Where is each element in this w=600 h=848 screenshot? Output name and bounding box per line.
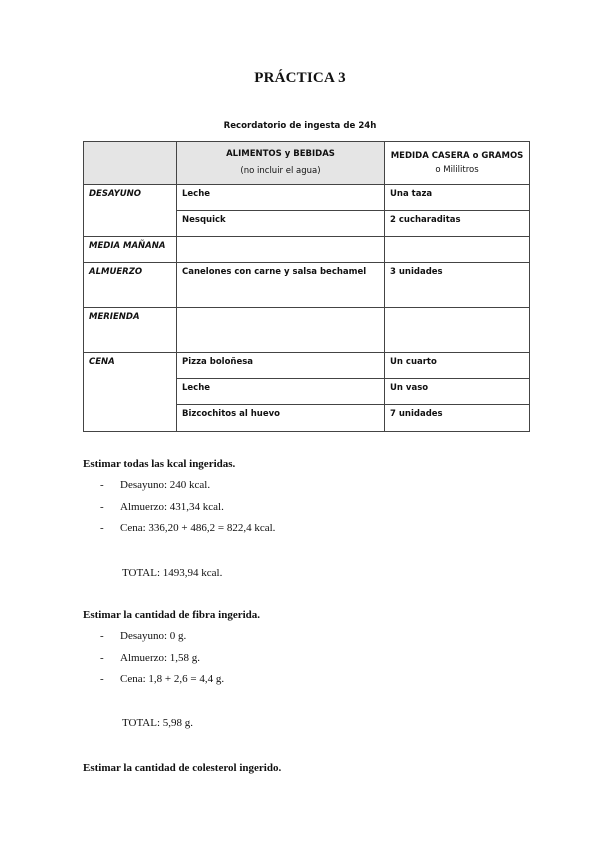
list-item-text: Desayuno: 0 g. bbox=[120, 630, 187, 642]
food-cell: Canelones con carne y salsa bechamel bbox=[177, 263, 385, 308]
list-item-text: Cena: 336,20 + 486,2 = 822,4 kcal. bbox=[120, 522, 276, 534]
meal-desayuno: DESAYUNO bbox=[84, 185, 177, 237]
list-item bbox=[100, 522, 275, 544]
meal-merienda: MERIENDA bbox=[84, 308, 177, 353]
food-cell: Nesquick bbox=[177, 211, 385, 237]
measure-cell: 7 unidades bbox=[385, 405, 530, 432]
list-item-text: Cena: 1,8 + 2,6 = 4,4 g. bbox=[120, 673, 225, 685]
measure-cell: Un vaso bbox=[385, 379, 530, 405]
kcal-list bbox=[100, 479, 275, 544]
food-cell: Leche bbox=[177, 379, 385, 405]
bullet-dash: - bbox=[100, 630, 104, 642]
list-item-text: Desayuno: 240 kcal. bbox=[120, 479, 211, 491]
food-cell-empty bbox=[177, 308, 385, 353]
food-cell: Pizza boloñesa bbox=[177, 353, 385, 379]
measure-cell: Una taza bbox=[385, 185, 530, 211]
list-item bbox=[100, 673, 224, 695]
list-item bbox=[100, 652, 224, 674]
list-item-text: Almuerzo: 431,34 kcal. bbox=[120, 500, 224, 513]
food-cell: Leche bbox=[177, 185, 385, 211]
bullet-dash: - bbox=[100, 500, 104, 513]
list-item bbox=[100, 479, 275, 501]
fiber-heading: Estimar la cantidad de fibra ingerida. bbox=[83, 609, 261, 621]
table-caption: Recordatorio de ingesta de 24h bbox=[223, 121, 377, 131]
measure-cell: Un cuarto bbox=[385, 353, 530, 379]
table-row bbox=[84, 263, 530, 308]
table-row bbox=[84, 185, 530, 211]
kcal-heading: Estimar todas las kcal ingeridas. bbox=[83, 458, 236, 470]
list-item bbox=[100, 501, 275, 523]
bullet-dash: - bbox=[100, 522, 104, 534]
kcal-total: TOTAL: 1493,94 kcal. bbox=[122, 567, 223, 579]
food-cell-empty bbox=[177, 237, 385, 263]
measure-cell: 3 unidades bbox=[385, 263, 530, 308]
list-item-text: Almuerzo: 1,58 g. bbox=[120, 651, 201, 664]
intake-table bbox=[83, 141, 530, 432]
meal-cena: CENA bbox=[84, 353, 177, 432]
header-measure bbox=[385, 142, 530, 185]
bullet-dash: - bbox=[100, 479, 104, 491]
table-row bbox=[84, 308, 530, 353]
table-row bbox=[84, 237, 530, 263]
table-row bbox=[84, 353, 530, 379]
measure-cell-empty bbox=[385, 308, 530, 353]
page-title: PRÁCTICA 3 bbox=[254, 70, 346, 86]
header-corner-cell bbox=[84, 142, 177, 185]
header-food-note: (no incluir el agua) bbox=[240, 166, 321, 176]
fiber-total: TOTAL: 5,98 g. bbox=[122, 717, 194, 729]
table-header-row bbox=[84, 142, 530, 185]
list-item bbox=[100, 630, 224, 652]
header-food bbox=[177, 142, 385, 185]
measure-cell-empty bbox=[385, 237, 530, 263]
measure-cell: 2 cucharaditas bbox=[385, 211, 530, 237]
food-cell: Bizcochitos al huevo bbox=[177, 405, 385, 432]
header-measure-title: MEDIDA CASERA o GRAMOS bbox=[390, 151, 524, 161]
bullet-dash: - bbox=[100, 673, 104, 685]
fiber-list bbox=[100, 630, 224, 695]
header-measure-note: o Mililitros bbox=[435, 165, 479, 175]
meal-media-manana: MEDIA MAÑANA bbox=[84, 237, 177, 263]
cholesterol-heading: Estimar la cantidad de colesterol ingerido. bbox=[83, 762, 282, 774]
header-food-title: ALIMENTOS y BEBIDAS bbox=[226, 149, 335, 159]
bullet-dash: - bbox=[100, 651, 104, 664]
meal-almuerzo: ALMUERZO bbox=[84, 263, 177, 308]
